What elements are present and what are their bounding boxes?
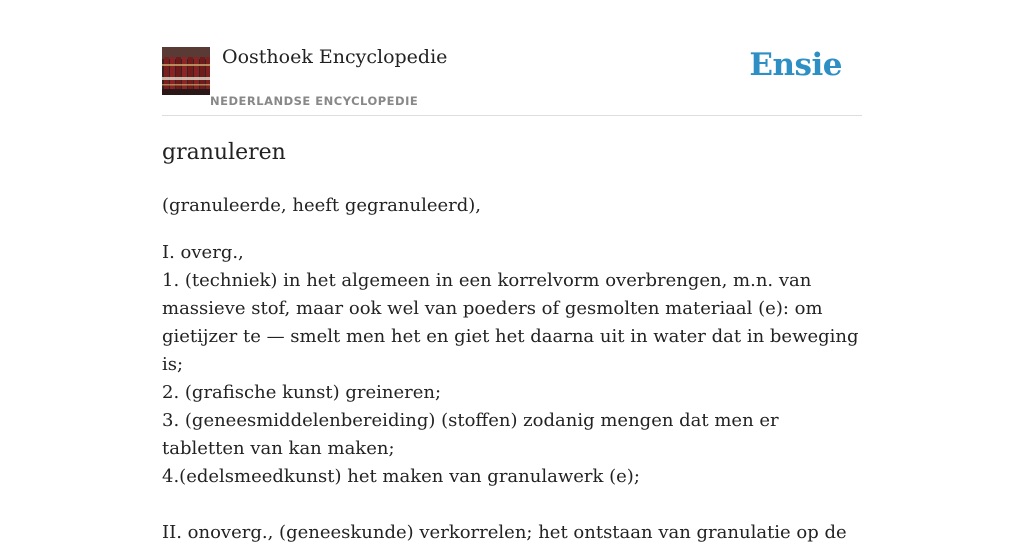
encyclopedia-books-icon [162, 47, 210, 95]
site-title[interactable]: Oosthoek Encyclopedie [222, 46, 448, 68]
entry-definitions [162, 239, 862, 547]
ensie-logo-link[interactable]: Ensie [749, 47, 842, 83]
definition-line: I. overg., [162, 242, 244, 263]
definition-line: 2. (grafische kunst) greineren; [162, 382, 442, 403]
definition-line: II. onoverg., (geneeskunde) verkorrelen; het ontstaan van granulatie op de [162, 522, 847, 543]
definition-line: 1. (techniek) in het algemeen in een korrelvorm overbrengen, m.n. van massieve stof, maar ook wel van poeders of gesmolten materiaal (e): om gietijzer te — smelt men het en giet het daarna uit in water dat in beweging is; [162, 270, 859, 375]
definition-line: 4.(edelsmeedkunst) het maken van granulawerk (e); [162, 466, 640, 487]
definition-line: 3. (geneesmiddelenbereiding) (stoffen) zodanig mengen dat men er tabletten van kan maken; [162, 410, 779, 459]
site-header [162, 0, 862, 116]
page [162, 0, 862, 543]
encyclopedia-books-logo[interactable] [162, 47, 210, 95]
entry-title: granuleren [162, 140, 286, 165]
definition-spacer [162, 491, 862, 519]
site-subtitle: NEDERLANDSE ENCYCLOPEDIE [210, 94, 419, 108]
entry-forms: (granuleerde, heeft gegranuleerd), [162, 195, 482, 216]
